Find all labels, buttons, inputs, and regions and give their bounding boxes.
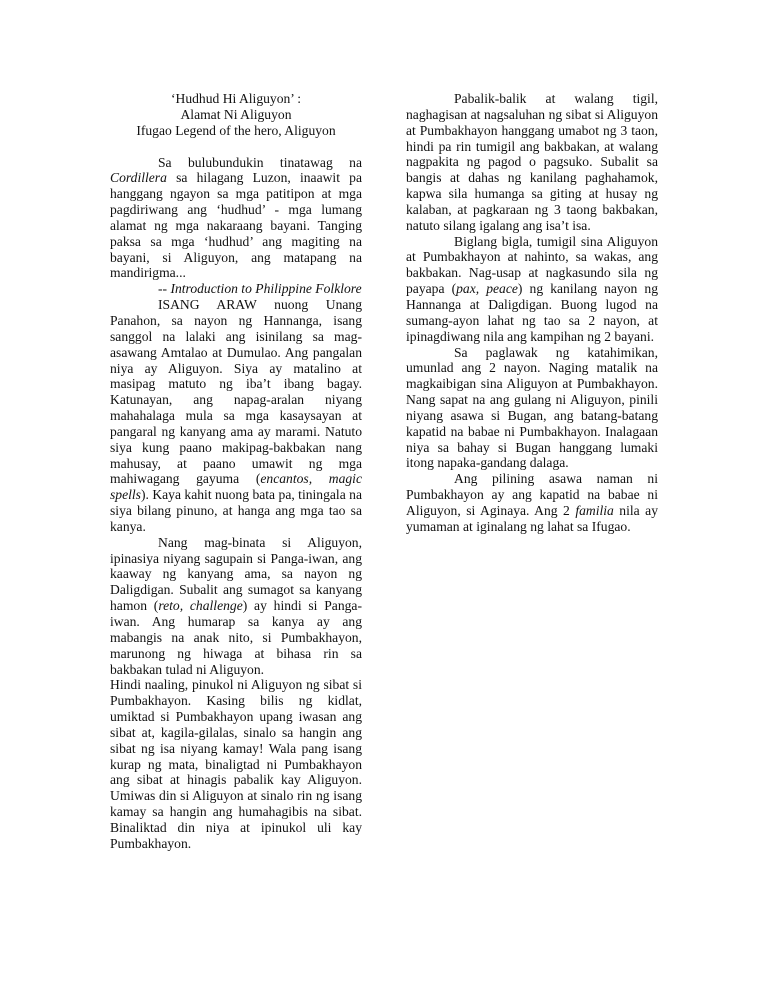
- intro-place: Cordillera: [110, 170, 167, 186]
- paragraph-3: Hindi naaling, pinukol ni Aliguyon ng sibat si Pumbakhayon. Kasing bilis ng kidlat, umiktad si Pumbakhayon upang iwasan ang sibat at, kagila-gilalas, sinalo sa hangin ang sibat ng isa niyang kamay! Wala pang isang kurap ng mata, binaligtad ni Pumbakhayon ang sibat at hinagis pabalik kay Aliguyon. Umiwas din si Aliguyon at sinalo rin ng isang kamay sa hangin ang humahagibis na sibat. Binaliktad din niya at ipinukol uli kay Pumbakhayon.: [110, 677, 362, 851]
- title-block: [110, 91, 362, 139]
- title-line-1: ‘Hudhud Hi Aliguyon’ :: [170, 91, 302, 106]
- paragraph-2: Nang mag-binata si Aliguyon, ipinasiya niyang sagupain si Panga-iwan, ang kaaway ng kanyang ama, sa nayon ng Daligdigan. Subalit ang sumagot sa kanyang hamon (reto, challenge) ay hindi si Panga-iwan. Ang humarap sa kanya ay ang mabangis na anak nito, si Pumbakhayon, marunong ng hiwaga at bihasa rin sa bakbakan tulad ni Aliguyon.: [110, 534, 362, 677]
- intro-credit: -- Introduction to Philippine Folklore: [158, 281, 362, 297]
- paragraph-5: Biglang bigla, tumigil sina Aliguyon at Pumbakhayon at nahinto, sa wakas, ang bakbakan. Nag-usap at nagkasundo sila ng payapa (pax, peace) ng kanilang nayon ng Hannanga at Daligdigan. Buong lugod na sumang-ayon lahat ng tao sa 2 nayon, at ipinagdiwang nila ang kampihan ng 2 bayani.: [406, 233, 658, 344]
- right-column: [406, 91, 658, 535]
- intro-lead: Sa bulubundukin tinatawag na: [158, 154, 362, 170]
- title-line-3: Ifugao Legend of the hero, Aliguyon: [136, 122, 336, 138]
- paragraph-4: Pabalik-balik at walang tigil, naghagisan at nagsaluhan ng sibat si Aliguyon at Pumbakhayon hanggang umabot ng 3 taon, hindi pa rin tumigil ang bakbakan, at walang nagpakita ng pagod o pagsuko. Subalit sa bangis at dahas ng kanilang paghahamok, kapwa sila humanga sa giting at husay ng kalaban, at pagkaraan ng 3 taong bakbakan, natuto silang igalang ang isa’t isa.: [406, 91, 658, 233]
- left-column: [110, 91, 362, 852]
- title-line-2: Alamat Ni Aliguyon: [180, 106, 292, 122]
- paragraph-6: Sa paglawak ng katahimikan, umunlad ang 2 nayon. Naging matalik na magkaibigan sina Aliguyon at Pumbakhayon. Nang sapat na ang gulang ni Aliguyon, pinili niyang asawa si Bugan, ang batang-batang kapatid na babae ni Pumbakhayon. Inalagaan niya sa bahay si Bugan hanggang lumaki itong napaka-gandang dalaga.: [406, 344, 658, 471]
- paragraph-7: Ang pilining asawa naman ni Pumbakhayon ay ang kapatid na babae ni Aliguyon, si Aginaya. Ang 2 familia nila ay yumaman at iginalang ng lahat sa Ifugao.: [406, 471, 658, 534]
- paragraph-1: ISANG ARAW nuong Unang Panahon, sa nayon ng Hannanga, isang sanggol na lalaki ang isinilang sa mag-asawang Amtalao at Dumulao. Ang pangalan niya ay Aliguyon. Siya ay matalino at masipag matuto ng iba’t ibang bagay. Katunayan, ang napag-aralan niyang mahahalaga mula sa mga kasaysayan at pangaral ng kanyang ama ay marami. Natuto siya kung paano makipag-bakbakan nang mahusay, at paano umawit ng mga mahiwagang gayuma (encantos, magic spells). Kaya kahit nuong bata pa, tiningala na siya bilang pinuno, at hanga ang mga tao sa kanya.: [110, 297, 362, 534]
- intro-paragraph: [110, 155, 362, 282]
- intro-rest: sa hilagang Luzon, inaawit pa hanggang ngayon sa mga patitipon at mga pagdiriwang ang ‘hudhud’ - mga lumang alamat ng mga nakaraang bayani. Tanging paksa sa mga ‘hudhud’ ang magiting na bayani, si Aliguyon, ang matapang na mandirigma...: [110, 170, 362, 281]
